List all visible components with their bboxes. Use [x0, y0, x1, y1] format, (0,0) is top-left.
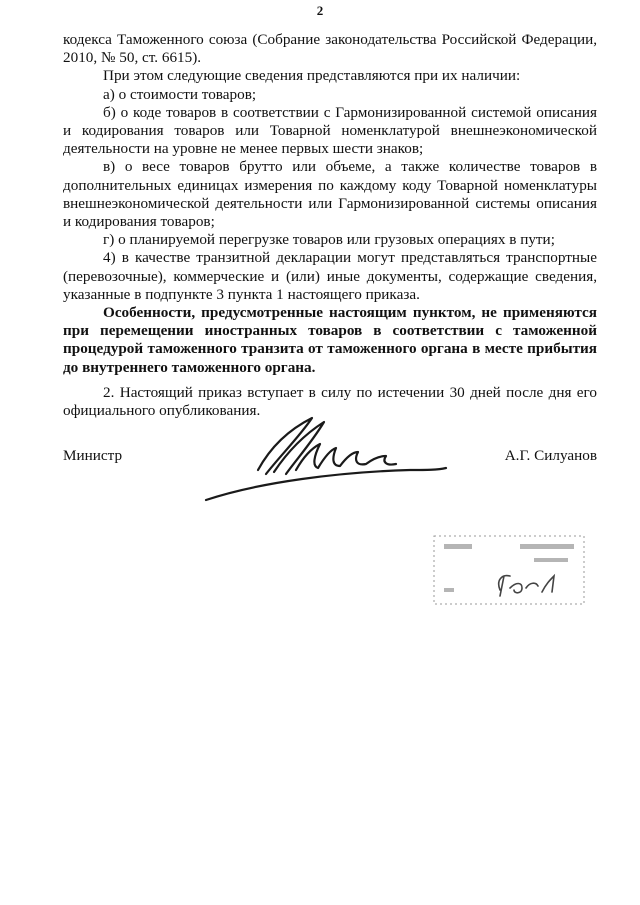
stamp-mark — [430, 530, 590, 610]
page-number: 2 — [316, 3, 324, 18]
paragraph: кодекса Таможенного союза (Собрание законодательства Российской Федерации, 2010, № 50, ст. 6615). — [63, 31, 597, 67]
body-text — [63, 31, 597, 420]
paragraph: б) о коде товаров в соответствии с Гармонизированной системой описания и кодирования товаров или Товарной номенклатурой внешнеэкономической деятельности на уровне не менее первых шести знаков; — [63, 103, 597, 158]
paragraph: в) о весе товаров брутто или объеме, а также количестве товаров в дополнительных единицах измерения по каждому коду Товарной номенклатуры внешнеэкономической деятельности или Гармонизированной системы описания и кодирования товаров; — [63, 158, 597, 231]
paragraph: г) о планируемой перегрузке товаров или грузовых операциях в пути; — [103, 231, 555, 249]
signatory-title: Министр — [63, 447, 123, 464]
paragraph: 4) в качестве транзитной декларации могут представляться транспортные (перевозочные), коммерческие и (или) иные документы, содержащие сведения, указанные в подпункте 3 пункта 1 настоящего приказа. — [63, 249, 597, 303]
paragraph: 2. Настоящий приказ вступает в силу по истечении 30 дней после дня его официального опубликования. — [63, 383, 597, 420]
paragraph: а) о стоимости товаров; — [103, 85, 257, 103]
paragraph: Особенности, предусмотренные настоящим пунктом, не применяются при перемещении иностранных товаров в соответствии с таможенной процедурой таможенного транзита от таможенного органа в месте прибытия до внутреннего таможенного органа. — [63, 304, 597, 376]
paragraph: При этом следующие сведения представляются при их наличии: — [103, 67, 521, 85]
signatory-name: А.Г. Силуанов — [504, 447, 597, 464]
signature-row — [63, 447, 597, 471]
